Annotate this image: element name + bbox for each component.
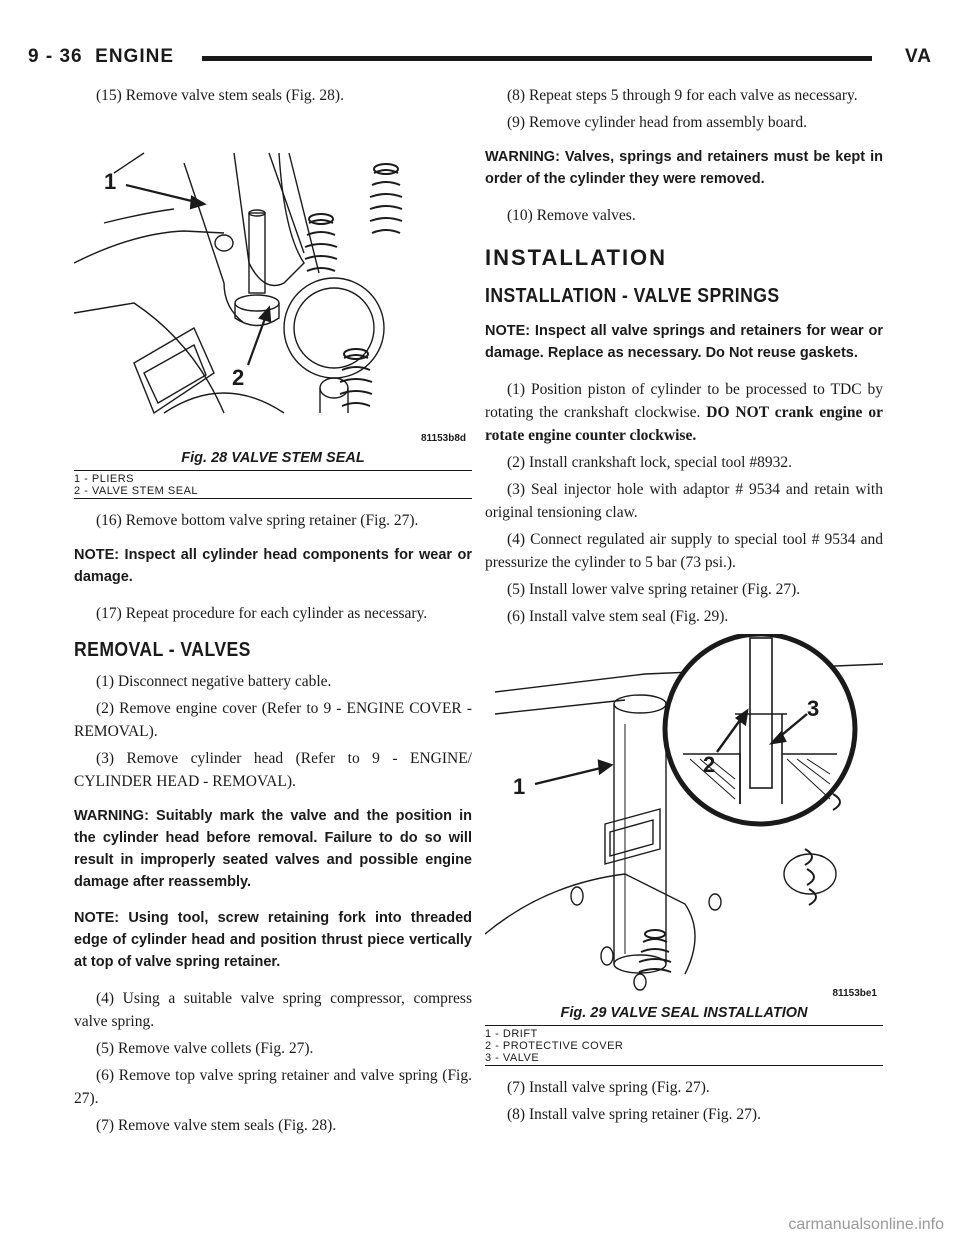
- warning-mark-valve: WARNING: Suitably mark the valve and the position in the cylinder head before removal. Failure to do so will result in improperly seated valves and possible engine damage after reassembly.: [74, 808, 472, 890]
- install-step-3: (3) Seal injector hole with adaptor # 9534 and retain with original tensioning claw.: [485, 481, 883, 521]
- step-16: (16) Remove bottom valve spring retainer (Fig. 27).: [96, 512, 419, 529]
- fig29-illustration: [485, 634, 883, 1003]
- step-15: (15) Remove valve stem seals (Fig. 28).: [96, 87, 344, 104]
- fig28-image-code: 81153b8d: [420, 433, 466, 444]
- fig29-callout-1: 1: [513, 774, 526, 799]
- step-17: (17) Repeat procedure for each cylinder as necessary.: [96, 605, 428, 622]
- install-step-6: (6) Install valve stem seal (Fig. 29).: [507, 608, 729, 625]
- fig28-legend-item: 1 - PLIERS: [74, 473, 135, 485]
- removal-step-7: (7) Remove valve stem seals (Fig. 28).: [96, 1117, 337, 1134]
- install-step-7: (7) Install valve spring (Fig. 27).: [507, 1079, 710, 1096]
- fig29-legend-item: 2 - PROTECTIVE COVER: [485, 1040, 624, 1052]
- install-step-1: [485, 378, 883, 447]
- fig29-legend: [485, 1025, 883, 1066]
- fig29-image-code: 81153be1: [832, 988, 877, 999]
- step-10: (10) Remove valves.: [507, 207, 636, 224]
- figure-28: [74, 113, 472, 499]
- removal-step-1: (1) Disconnect negative battery cable.: [96, 673, 332, 690]
- step-9: (9) Remove cylinder head from assembly board.: [507, 114, 808, 131]
- fig29-legend-item: 1 - DRIFT: [485, 1028, 538, 1040]
- fig28-legend: [74, 470, 472, 499]
- header-rule: [202, 56, 872, 61]
- fig29-callout-2: 2: [703, 752, 716, 777]
- removal-step-4: (4) Using a suitable valve spring compressor, compress valve spring.: [74, 990, 472, 1030]
- removal-step-6: (6) Remove top valve spring retainer and valve spring (Fig. 27).: [74, 1067, 472, 1107]
- fig28-legend-item: 2 - VALVE STEM SEAL: [74, 485, 199, 497]
- left-column: [74, 84, 472, 1141]
- header-page-ref: 9 - 36 ENGINE: [28, 46, 175, 67]
- right-column: [485, 84, 883, 1130]
- fig29-legend-item: 3 - VALVE: [485, 1052, 540, 1064]
- fig28-illustration: [74, 113, 472, 448]
- note-inspect-components: NOTE: Inspect all cylinder head components for wear or damage.: [74, 547, 472, 585]
- fig28-caption: Fig. 28 VALVE STEM SEAL: [181, 450, 365, 466]
- fig29-caption: Fig. 29 VALVE SEAL INSTALLATION: [560, 1005, 808, 1021]
- valve-stem-seal-drawing: [74, 113, 472, 443]
- fig28-callout-1: 1: [104, 169, 117, 194]
- watermark: carmanualsonline.info: [788, 1216, 944, 1233]
- page-header: [28, 42, 932, 72]
- valve-seal-installation-drawing: [485, 634, 883, 998]
- install-step-2: (2) Install crankshaft lock, special tool #8932.: [507, 454, 792, 471]
- install-step-4: (4) Connect regulated air supply to special tool # 9534 and pressurize the cylinder to 5 bar (73 psi.).: [485, 531, 883, 571]
- section-installation: INSTALLATION: [485, 245, 668, 270]
- removal-step-5: (5) Remove valve collets (Fig. 27).: [96, 1040, 314, 1057]
- note-retaining-fork: NOTE: Using tool, screw retaining fork into threaded edge of cylinder head and position thrust piece vertically at top of valve spring retainer.: [74, 910, 472, 970]
- fig29-callout-3: 3: [807, 696, 820, 721]
- figure-29: [485, 634, 883, 1066]
- install-step-1-text: (1) Position piston of cylinder to be processed to TDC by rotating the crankshaft clockwise.: [485, 381, 883, 421]
- step-8: (8) Repeat steps 5 through 9 for each valve as necessary.: [507, 87, 858, 104]
- subhead-removal-valves: REMOVAL - VALVES: [74, 639, 251, 661]
- header-section: ENGINE: [95, 46, 175, 67]
- removal-step-3: (3) Remove cylinder head (Refer to 9 - ENGINE/ CYLINDER HEAD - REMOVAL).: [74, 750, 472, 790]
- fig28-callout-2: 2: [232, 365, 245, 390]
- header-model: VA: [905, 46, 932, 67]
- install-step-1-caution: DO NOT crank engine or rotate engine counter clockwise.: [485, 404, 883, 444]
- install-step-5: (5) Install lower valve spring retainer (Fig. 27).: [507, 581, 801, 598]
- install-step-8: (8) Install valve spring retainer (Fig. 27).: [507, 1106, 761, 1123]
- subhead-installation-springs: INSTALLATION - VALVE SPRINGS: [485, 285, 780, 307]
- removal-step-2: (2) Remove engine cover (Refer to 9 - ENGINE COVER - REMOVAL).: [74, 700, 472, 740]
- warning-keep-order: WARNING: Valves, springs and retainers must be kept in order of the cylinder they were removed.: [485, 149, 883, 187]
- note-inspect-springs: NOTE: Inspect all valve springs and retainers for wear or damage. Replace as necessary. Do Not reuse gaskets.: [485, 323, 883, 361]
